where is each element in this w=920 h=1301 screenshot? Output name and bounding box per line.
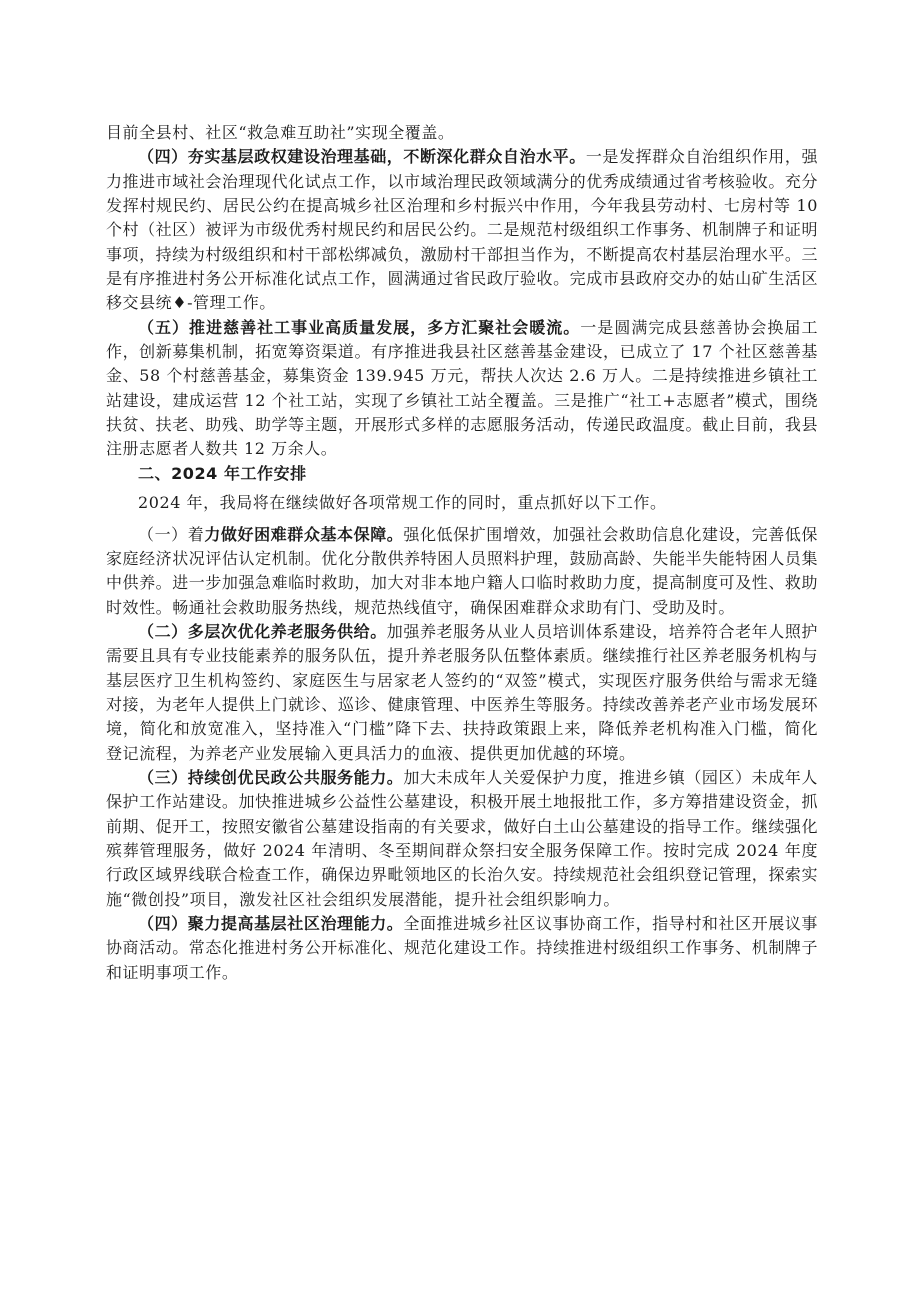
paragraph-plan-item4-lead: （四）聚力提高基层社区治理能力。	[138, 914, 404, 933]
paragraph-2023-item5-body: 一是圆满完成县慈善协会换届工作，创新募集机制，拓宽筹资渠道。有序推进我县社区慈善基金建设，已成立了 17 个社区慈善基金、58 个村慈善基金，募集资金 139.945 万元，帮扶人次达 2.6 万人。二是持续推进乡镇社工站建设，建成运营 12 个社工站，实现了乡镇社工站全覆盖。三是推广“社工+志愿者”模式，围绕扶贫、扶老、助残、助学等主题，开展形式多样的志愿服务活动，传递民政温度。截止目前，我县注册志愿者人数共 12 万余人。	[106, 317, 818, 459]
paragraph-plan-item1-body: 强化低保扩围增效，加强社会救助信息化建设，完善低保家庭经济状况评估认定机制。优化分散供养特困人员照料护理，鼓励高龄、失能半失能特困人员集中供养。进一步加强急难临时救助，加大对非本地户籍人口临时救助力度，提高制度可及性、救助时效性。畅通社会救助服务热线，规范热线值守，确保困难群众求助有门、受助及时。	[106, 524, 818, 617]
paragraph-plan-item1-pre: （一）着	[138, 524, 205, 544]
paragraph-plan-item2	[106, 620, 818, 766]
paragraph-plan-item1	[106, 523, 818, 620]
section-heading-2024-plan: 二、2024 年工作安排	[138, 463, 307, 483]
paragraph-2023-item5	[106, 316, 818, 462]
document-text-block	[106, 121, 818, 985]
paragraph-plan-item3	[106, 766, 818, 912]
paragraph-plan-item1-lead: 力做好困难群众基本保障。	[204, 524, 404, 544]
paragraph-2023-item5-lead: （五）推进慈善社工事业高质量发展，多方汇聚社会暖流。	[138, 317, 581, 337]
paragraph-plan-item2-lead: （二）多层次优化养老服务供给。	[138, 621, 387, 641]
paragraph-continuation: 目前全县村、社区“救急难互助社”实现全覆盖。	[106, 123, 455, 142]
paragraph-plan-item2-body: 加强养老服务从业人员培训体系建设，培养符合老年人照护需要且具有专业技能素养的服务队伍，提升养老服务队伍整体素质。继续推行社区养老服务机构与基层医疗卫生机构签约、家庭医生与居家老人签约的“双签”模式，实现医疗服务供给与需求无缝对接，为老年人提供上门就诊、巡诊、健康管理、中医养生等服务。持续改善养老产业市场发展环境，简化和放宽准入，坚持准入“门槛”降下去、扶持政策跟上来，降低养老机构准入门槛，简化登记流程，为养老产业发展输入更具活力的血液、提供更加优越的环境。	[106, 621, 818, 763]
paragraph-plan-item4	[106, 912, 818, 985]
paragraph-plan-item4-body: 全面推进城乡社区议事协商工作，指导村和社区开展议事协商活动。常态化推进村务公开标准化、规范化建设工作。持续推进村级组织工作事务、机制牌子和证明事项工作。	[106, 914, 818, 982]
paragraph-2023-item4-body: 一是发挥群众自治组织作用，强力推进市域社会治理现代化试点工作，以市域治理民政领域满分的优秀成绩通过省考核验收。充分发挥村规民约、居民公约在提高城乡社区治理和乡村振兴中作用，今年我县劳动村、七房村等 10 个村（社区）被评为市级优秀村规民约和居民公约。二是规范村级组织工作事务、机制牌子和证明事项，持续为村级组织和村干部松绑减负，激励村干部担当作为，不断提高农村基层治理水平。三是有序推进村务公开标准化试点工作，圆满通过省民政厅验收。完成市县政府交办的姑山矿生活区移交县统♦-管理工作。	[106, 147, 818, 313]
paragraph-2023-item4-lead: （四）夯实基层政权建设治理基础，不断深化群众自治水平。	[138, 147, 586, 167]
paragraph-2024-intro: 2024 年，我局将在继续做好各项常规工作的同时，重点抓好以下工作。	[138, 493, 667, 513]
paragraph-2023-item4	[106, 145, 818, 315]
paragraph-plan-item3-lead: （三）持续创优民政公共服务能力。	[138, 767, 404, 787]
paragraph-plan-item3-body: 加大未成年人关爱保护力度，推进乡镇（园区）未成年人保护工作站建设。加快推进城乡公益性公墓建设，积极开展土地报批工作，多方筹措建设资金，抓前期、促开工，按照安徽省公墓建设指南的有关要求，做好白土山公墓建设的指导工作。继续强化殡葬管理服务，做好 2024 年清明、冬至期间群众祭扫安全服务保障工作。按时完成 2024 年度行政区域界线联合检查工作，确保边界毗领地区的长治久安。持续规范社会组织登记管理，探索实施“微创投”项目，激发社区社会组织发展潜能，提升社会组织影响力。	[106, 767, 818, 909]
